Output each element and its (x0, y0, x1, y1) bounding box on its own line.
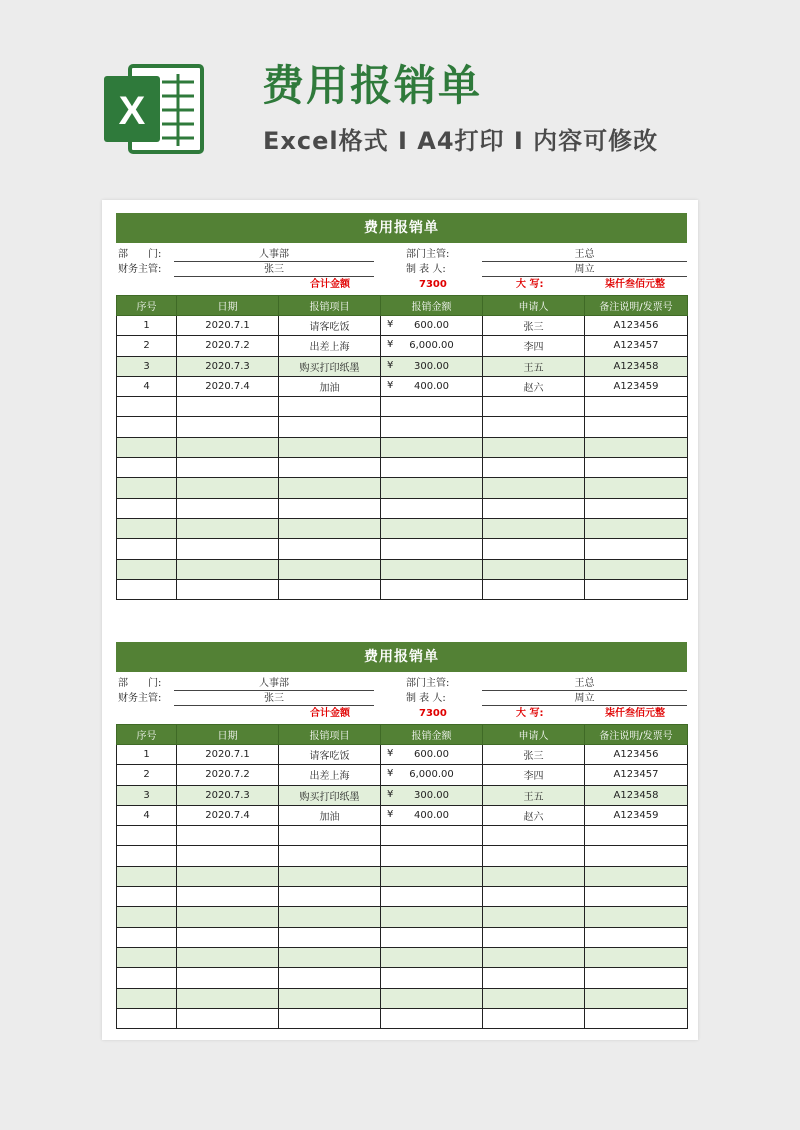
empty-cell[interactable] (279, 887, 381, 907)
form-title: 费用报销单 (116, 213, 687, 243)
empty-cell[interactable] (585, 417, 688, 437)
empty-cell[interactable] (117, 1008, 177, 1028)
table-row (117, 579, 688, 599)
row-amount-cell[interactable] (381, 785, 483, 805)
row-date-cell[interactable]: 2020.7.4 (177, 805, 279, 825)
empty-cell[interactable] (483, 458, 585, 478)
table-row (117, 826, 688, 846)
dept-head-label: 部门主管: (406, 678, 450, 689)
empty-cell[interactable] (117, 968, 177, 988)
row-note-cell[interactable]: A123457 (585, 765, 688, 785)
table-row (117, 988, 688, 1008)
empty-cell[interactable] (117, 539, 177, 559)
empty-cell[interactable] (483, 397, 585, 417)
empty-cell[interactable] (117, 458, 177, 478)
empty-cell[interactable] (177, 518, 279, 538)
empty-cell[interactable] (381, 866, 483, 886)
empty-cell[interactable] (117, 887, 177, 907)
row-no-cell[interactable]: 4 (117, 376, 177, 396)
empty-cell[interactable] (381, 907, 483, 927)
amount-value: 600.00 (414, 749, 449, 761)
table-row (117, 927, 688, 947)
currency-symbol: ¥ (387, 379, 394, 391)
row-item-cell[interactable]: 加油 (279, 805, 381, 825)
empty-cell[interactable] (177, 826, 279, 846)
amount-value: 6,000.00 (409, 769, 454, 781)
empty-cell[interactable] (585, 927, 688, 947)
table-row (117, 745, 688, 765)
empty-cell[interactable] (117, 907, 177, 927)
empty-cell[interactable] (381, 887, 483, 907)
empty-cell[interactable] (483, 437, 585, 457)
empty-cell[interactable] (381, 826, 483, 846)
empty-cell[interactable] (177, 539, 279, 559)
capital-label: 大 写: (516, 708, 544, 719)
row-applicant-cell[interactable]: 李四 (483, 336, 585, 356)
table-row (117, 805, 688, 825)
col-note-header: 备注说明/发票号 (585, 296, 688, 316)
currency-symbol: ¥ (387, 748, 394, 759)
col-item-header: 报销项目 (279, 725, 381, 745)
empty-cell[interactable] (483, 927, 585, 947)
empty-cell[interactable] (279, 988, 381, 1008)
empty-cell[interactable] (381, 1008, 483, 1028)
dept-head-label: 部门主管: (406, 249, 450, 260)
empty-cell[interactable] (177, 907, 279, 927)
empty-cell[interactable] (483, 498, 585, 518)
empty-cell[interactable] (117, 866, 177, 886)
empty-cell[interactable] (381, 498, 483, 518)
table-row (117, 887, 688, 907)
empty-cell[interactable] (117, 518, 177, 538)
empty-cell[interactable] (279, 968, 381, 988)
empty-cell[interactable] (117, 397, 177, 417)
maker-label: 制 表 人: (406, 693, 446, 704)
total-value: 7300 (419, 708, 447, 719)
empty-cell[interactable] (381, 579, 483, 599)
empty-cell[interactable] (279, 907, 381, 927)
empty-cell[interactable] (381, 397, 483, 417)
empty-cell[interactable] (381, 846, 483, 866)
empty-cell[interactable] (177, 968, 279, 988)
table-row (117, 947, 688, 967)
row-date-cell[interactable]: 2020.7.3 (177, 785, 279, 805)
empty-cell[interactable] (483, 866, 585, 886)
empty-cell[interactable] (177, 579, 279, 599)
empty-cell[interactable] (585, 518, 688, 538)
table-row (117, 356, 688, 376)
empty-cell[interactable] (279, 826, 381, 846)
row-note-cell[interactable]: A123459 (585, 376, 688, 396)
empty-cell[interactable] (585, 887, 688, 907)
dept-head-field[interactable]: 王总 (482, 248, 687, 262)
empty-cell[interactable] (381, 927, 483, 947)
row-amount-cell[interactable] (381, 765, 483, 785)
row-no-cell[interactable]: 1 (117, 745, 177, 765)
empty-cell[interactable] (585, 968, 688, 988)
empty-cell[interactable] (483, 968, 585, 988)
empty-cell[interactable] (177, 927, 279, 947)
row-applicant-cell[interactable]: 王五 (483, 785, 585, 805)
hero-banner (0, 0, 800, 190)
dept-label: 部 门: (118, 249, 162, 260)
col-note-header: 备注说明/发票号 (585, 725, 688, 745)
empty-cell[interactable] (483, 559, 585, 579)
row-amount-cell[interactable] (381, 336, 483, 356)
table-row (117, 765, 688, 785)
empty-cell[interactable] (177, 478, 279, 498)
empty-cell[interactable] (177, 887, 279, 907)
row-no-cell[interactable]: 2 (117, 336, 177, 356)
row-note-cell[interactable]: A123459 (585, 805, 688, 825)
row-item-cell[interactable]: 请客吃饭 (279, 316, 381, 336)
form-title: 费用报销单 (116, 642, 687, 672)
empty-cell[interactable] (585, 559, 688, 579)
table-row (117, 559, 688, 579)
empty-cell[interactable] (585, 947, 688, 967)
empty-cell[interactable] (585, 539, 688, 559)
col-no-header: 序号 (117, 725, 177, 745)
empty-cell[interactable] (483, 988, 585, 1008)
expense-table (116, 724, 688, 1029)
amount-value: 6,000.00 (409, 340, 454, 352)
empty-cell[interactable] (117, 498, 177, 518)
finance-label: 财务主管: (118, 693, 162, 704)
empty-cell[interactable] (279, 846, 381, 866)
empty-cell[interactable] (279, 947, 381, 967)
row-date-cell[interactable]: 2020.7.2 (177, 336, 279, 356)
dept-field[interactable]: 人事部 (174, 248, 374, 262)
empty-cell[interactable] (279, 559, 381, 579)
empty-cell[interactable] (177, 397, 279, 417)
empty-cell[interactable] (585, 826, 688, 846)
capital-value: 柒仟叁佰元整 (605, 279, 665, 290)
col-item-header: 报销项目 (279, 296, 381, 316)
empty-cell[interactable] (177, 559, 279, 579)
empty-cell[interactable] (381, 539, 483, 559)
empty-cell[interactable] (177, 417, 279, 437)
row-date-cell[interactable]: 2020.7.3 (177, 356, 279, 376)
hero-title: 费用报销单 (262, 61, 483, 110)
total-label: 合计金额 (310, 279, 350, 290)
empty-cell[interactable] (279, 498, 381, 518)
finance-field[interactable]: 张三 (174, 692, 374, 706)
empty-cell[interactable] (279, 579, 381, 599)
amount-value: 400.00 (414, 381, 449, 393)
col-amount-header: 报销金额 (381, 725, 483, 745)
col-date-header: 日期 (177, 296, 279, 316)
expense-form (116, 213, 687, 600)
row-item-cell[interactable]: 出差上海 (279, 336, 381, 356)
hero-subtitle: Excel格式 I A4打印 I 内容可修改 (263, 127, 659, 155)
empty-cell[interactable] (483, 947, 585, 967)
row-item-cell[interactable]: 购买打印纸墨 (279, 356, 381, 376)
paper-sheet (102, 200, 698, 1040)
dept-label: 部 门: (118, 678, 162, 689)
table-row (117, 846, 688, 866)
empty-cell[interactable] (585, 397, 688, 417)
empty-cell[interactable] (279, 437, 381, 457)
row-item-cell[interactable]: 请客吃饭 (279, 745, 381, 765)
empty-cell[interactable] (117, 826, 177, 846)
empty-cell[interactable] (279, 1008, 381, 1028)
empty-cell[interactable] (117, 478, 177, 498)
empty-cell[interactable] (177, 1008, 279, 1028)
row-note-cell[interactable]: A123458 (585, 356, 688, 376)
table-row (117, 1008, 688, 1028)
empty-cell[interactable] (117, 437, 177, 457)
table-row (117, 336, 688, 356)
empty-cell[interactable] (117, 579, 177, 599)
row-applicant-cell[interactable]: 赵六 (483, 376, 585, 396)
empty-cell[interactable] (483, 518, 585, 538)
col-applicant-header: 申请人 (483, 296, 585, 316)
empty-cell[interactable] (177, 437, 279, 457)
amount-value: 400.00 (414, 810, 449, 822)
row-date-cell[interactable]: 2020.7.2 (177, 765, 279, 785)
empty-cell[interactable] (483, 826, 585, 846)
empty-cell[interactable] (279, 397, 381, 417)
table-row (117, 498, 688, 518)
empty-cell[interactable] (279, 866, 381, 886)
row-no-cell[interactable]: 2 (117, 765, 177, 785)
row-applicant-cell[interactable]: 张三 (483, 745, 585, 765)
table-row (117, 397, 688, 417)
logo-letter: X (118, 89, 146, 133)
table-row (117, 458, 688, 478)
capital-value: 柒仟叁佰元整 (605, 708, 665, 719)
row-date-cell[interactable]: 2020.7.1 (177, 316, 279, 336)
table-row (117, 539, 688, 559)
empty-cell[interactable] (483, 579, 585, 599)
row-note-cell[interactable]: A123458 (585, 785, 688, 805)
col-amount-header: 报销金额 (381, 296, 483, 316)
table-row (117, 478, 688, 498)
empty-cell[interactable] (585, 846, 688, 866)
row-note-cell[interactable]: A123456 (585, 745, 688, 765)
empty-cell[interactable] (483, 478, 585, 498)
empty-cell[interactable] (381, 947, 483, 967)
row-no-cell[interactable]: 1 (117, 316, 177, 336)
amount-value: 600.00 (414, 320, 449, 332)
empty-cell[interactable] (279, 539, 381, 559)
empty-cell[interactable] (279, 417, 381, 437)
empty-cell[interactable] (177, 498, 279, 518)
row-date-cell[interactable]: 2020.7.4 (177, 376, 279, 396)
currency-symbol: ¥ (387, 359, 394, 371)
table-row (117, 437, 688, 457)
total-value: 7300 (419, 279, 447, 290)
row-amount-cell[interactable] (381, 745, 483, 765)
currency-symbol: ¥ (387, 319, 394, 330)
currency-symbol: ¥ (387, 768, 394, 780)
empty-cell[interactable] (483, 846, 585, 866)
row-date-cell[interactable]: 2020.7.1 (177, 745, 279, 765)
empty-cell[interactable] (585, 579, 688, 599)
empty-cell[interactable] (117, 927, 177, 947)
row-note-cell[interactable]: A123457 (585, 336, 688, 356)
empty-cell[interactable] (381, 458, 483, 478)
empty-cell[interactable] (483, 1008, 585, 1028)
currency-symbol: ¥ (387, 788, 394, 800)
empty-cell[interactable] (585, 458, 688, 478)
row-item-cell[interactable]: 出差上海 (279, 765, 381, 785)
amount-value: 300.00 (414, 789, 449, 801)
empty-cell[interactable] (177, 458, 279, 478)
empty-cell[interactable] (585, 1008, 688, 1028)
empty-cell[interactable] (177, 947, 279, 967)
empty-cell[interactable] (585, 478, 688, 498)
row-applicant-cell[interactable]: 张三 (483, 316, 585, 336)
table-header (117, 725, 688, 745)
row-item-cell[interactable]: 购买打印纸墨 (279, 785, 381, 805)
amount-value: 300.00 (414, 360, 449, 372)
currency-symbol: ¥ (387, 339, 394, 351)
empty-cell[interactable] (585, 498, 688, 518)
empty-cell[interactable] (585, 437, 688, 457)
dept-field[interactable]: 人事部 (174, 677, 374, 691)
empty-cell[interactable] (381, 437, 483, 457)
empty-cell[interactable] (381, 518, 483, 538)
expense-table (116, 295, 688, 600)
empty-cell[interactable] (381, 988, 483, 1008)
row-amount-cell[interactable] (381, 356, 483, 376)
row-applicant-cell[interactable]: 李四 (483, 765, 585, 785)
row-no-cell[interactable]: 4 (117, 805, 177, 825)
form-info (116, 243, 687, 295)
table-row (117, 518, 688, 538)
finance-label: 财务主管: (118, 264, 162, 275)
empty-cell[interactable] (117, 846, 177, 866)
empty-cell[interactable] (117, 947, 177, 967)
row-amount-cell[interactable] (381, 316, 483, 336)
empty-cell[interactable] (279, 518, 381, 538)
maker-label: 制 表 人: (406, 264, 446, 275)
row-amount-cell[interactable] (381, 376, 483, 396)
currency-symbol: ¥ (387, 808, 394, 820)
row-no-cell[interactable]: 3 (117, 356, 177, 376)
empty-cell[interactable] (279, 458, 381, 478)
excel-icon (100, 60, 208, 158)
row-item-cell[interactable]: 加油 (279, 376, 381, 396)
maker-field[interactable]: 周立 (482, 692, 687, 706)
col-date-header: 日期 (177, 725, 279, 745)
col-no-header: 序号 (117, 296, 177, 316)
empty-cell[interactable] (279, 927, 381, 947)
table-row (117, 316, 688, 336)
empty-cell[interactable] (381, 559, 483, 579)
col-applicant-header: 申请人 (483, 725, 585, 745)
row-applicant-cell[interactable]: 王五 (483, 356, 585, 376)
maker-field[interactable]: 周立 (482, 263, 687, 277)
empty-cell[interactable] (177, 846, 279, 866)
expense-form (116, 642, 687, 1029)
row-note-cell[interactable]: A123456 (585, 316, 688, 336)
empty-cell[interactable] (117, 559, 177, 579)
total-label: 合计金额 (310, 708, 350, 719)
table-row (117, 866, 688, 886)
table-row (117, 376, 688, 396)
finance-field[interactable]: 张三 (174, 263, 374, 277)
table-row (117, 968, 688, 988)
empty-cell[interactable] (585, 907, 688, 927)
empty-cell[interactable] (483, 539, 585, 559)
empty-cell[interactable] (117, 988, 177, 1008)
capital-label: 大 写: (516, 279, 544, 290)
empty-cell[interactable] (483, 887, 585, 907)
empty-cell[interactable] (381, 478, 483, 498)
empty-cell[interactable] (177, 866, 279, 886)
empty-cell[interactable] (117, 417, 177, 437)
empty-cell[interactable] (585, 866, 688, 886)
empty-cell[interactable] (177, 988, 279, 1008)
empty-cell[interactable] (381, 968, 483, 988)
row-no-cell[interactable]: 3 (117, 785, 177, 805)
table-header (117, 296, 688, 316)
row-applicant-cell[interactable]: 赵六 (483, 805, 585, 825)
form-info (116, 672, 687, 724)
empty-cell[interactable] (381, 417, 483, 437)
empty-cell[interactable] (279, 478, 381, 498)
row-amount-cell[interactable] (381, 805, 483, 825)
empty-cell[interactable] (483, 417, 585, 437)
table-row (117, 785, 688, 805)
empty-cell[interactable] (483, 907, 585, 927)
dept-head-field[interactable]: 王总 (482, 677, 687, 691)
table-row (117, 417, 688, 437)
empty-cell[interactable] (585, 988, 688, 1008)
table-row (117, 907, 688, 927)
